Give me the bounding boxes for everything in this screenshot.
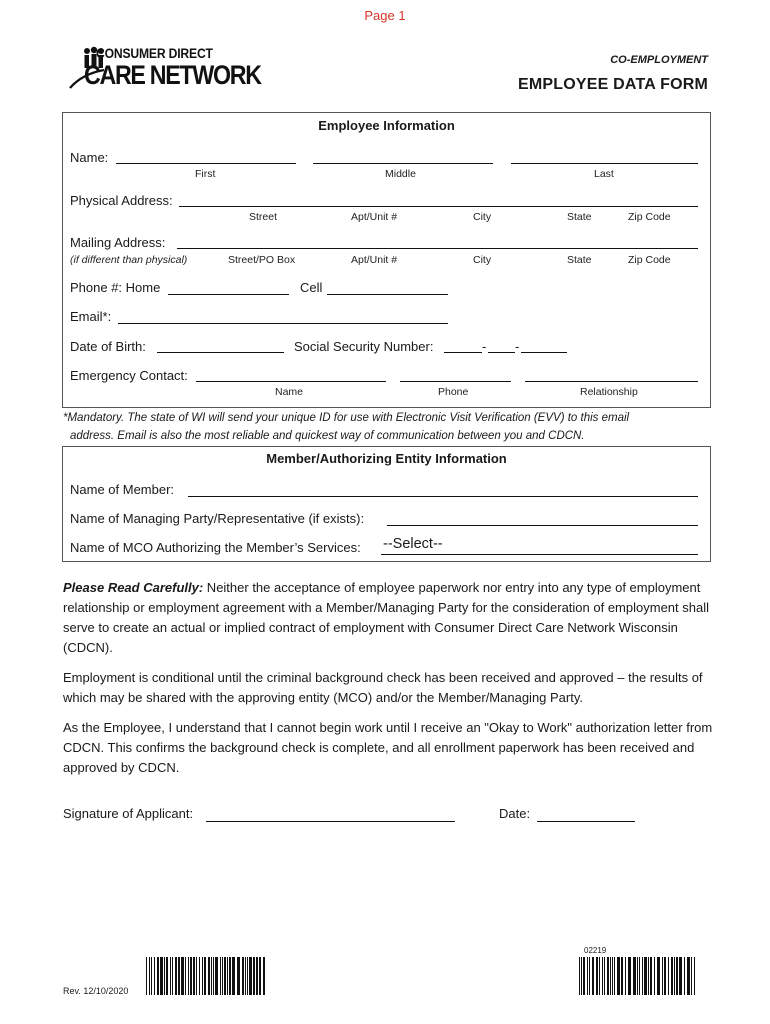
physical-address-label: Physical Address: bbox=[70, 193, 173, 208]
form-title: EMPLOYEE DATA FORM bbox=[518, 76, 708, 93]
barcode-bar bbox=[202, 957, 203, 995]
emergency-contact-label: Emergency Contact: bbox=[70, 368, 188, 383]
barcode-bar bbox=[694, 957, 695, 995]
barcode-bar bbox=[224, 957, 226, 995]
barcode-bar bbox=[607, 957, 609, 995]
date-label: Date: bbox=[499, 806, 531, 821]
mailing-sub-city: City bbox=[473, 254, 492, 266]
address-sub-zip: Zip Code bbox=[628, 211, 671, 223]
barcode-bar bbox=[614, 957, 615, 995]
barcode-bar bbox=[232, 957, 235, 995]
barcode-bar bbox=[668, 957, 669, 995]
barcode-bar bbox=[679, 957, 682, 995]
barcode-bar bbox=[245, 957, 246, 995]
barcode-bar bbox=[657, 957, 660, 995]
barcode-bar bbox=[612, 957, 613, 995]
barcode-bar bbox=[222, 957, 223, 995]
barcode-bar bbox=[211, 957, 212, 995]
barcode-bar bbox=[625, 957, 626, 995]
mandatory-note bbox=[63, 409, 713, 445]
physical-address-field[interactable] bbox=[179, 206, 698, 207]
form-number: 02219 bbox=[584, 946, 607, 955]
barcode-bar bbox=[196, 957, 197, 995]
managing-party-field[interactable] bbox=[387, 525, 698, 526]
email-label: Email*: bbox=[70, 309, 112, 324]
barcode-bar bbox=[215, 957, 218, 995]
barcode-bar bbox=[154, 957, 155, 995]
emergency-relationship-field[interactable] bbox=[525, 381, 698, 382]
barcode-bar bbox=[664, 957, 666, 995]
name-sub-first: First bbox=[195, 168, 216, 180]
member-name-field[interactable] bbox=[188, 496, 698, 497]
emergency-phone-field[interactable] bbox=[400, 381, 511, 382]
mailing-note: (if different than physical) bbox=[70, 254, 188, 266]
barcode-bar bbox=[178, 957, 180, 995]
mailing-sub-zip: Zip Code bbox=[628, 254, 671, 266]
barcode-bar bbox=[193, 957, 195, 995]
barcode-bar bbox=[610, 957, 611, 995]
barcode-bar bbox=[249, 957, 252, 995]
mailing-address-label: Mailing Address: bbox=[70, 235, 166, 250]
cell-label: Cell bbox=[300, 280, 323, 295]
barcode-bar bbox=[170, 957, 171, 995]
emergency-name-field[interactable] bbox=[196, 381, 386, 382]
barcode-bar bbox=[687, 957, 690, 995]
barcode-bar bbox=[691, 957, 692, 995]
co-employment-label: CO-EMPLOYMENT bbox=[610, 54, 708, 66]
barcode-bar bbox=[259, 957, 261, 995]
barcode-bar bbox=[642, 957, 643, 995]
phone-home-label: Phone #: Home bbox=[70, 280, 161, 295]
logo-line-2: CARE NETWORK bbox=[84, 60, 261, 90]
read-carefully-paragraph bbox=[63, 578, 713, 658]
dob-label: Date of Birth: bbox=[70, 339, 146, 354]
phone-home-field[interactable] bbox=[168, 294, 289, 295]
name-sub-middle: Middle bbox=[385, 168, 416, 180]
barcode-bar bbox=[684, 957, 685, 995]
barcode-bar bbox=[617, 957, 620, 995]
middle-name-field[interactable] bbox=[313, 163, 493, 164]
emergency-sub-relationship: Relationship bbox=[580, 386, 638, 398]
barcode-bar bbox=[639, 957, 640, 995]
page-label: Page 1 bbox=[364, 8, 406, 23]
barcode-bar bbox=[589, 957, 590, 995]
ssn-separator-1: - bbox=[482, 339, 487, 354]
barcode-right bbox=[579, 957, 699, 995]
barcode-bar bbox=[621, 957, 623, 995]
mandatory-note-line-2: address. Email is also the most reliable and quickest way of communication between you and CDCN. bbox=[70, 430, 585, 442]
mailing-sub-state: State bbox=[567, 254, 592, 266]
barcode-bar bbox=[242, 957, 244, 995]
barcode-bar bbox=[662, 957, 663, 995]
barcode-bar bbox=[175, 957, 177, 995]
barcode-bar bbox=[213, 957, 214, 995]
signature-field[interactable] bbox=[206, 821, 455, 822]
barcode-bar bbox=[628, 957, 631, 995]
name-sub-last: Last bbox=[594, 168, 614, 180]
barcode-bar bbox=[596, 957, 598, 995]
read-carefully-lead: Please Read Carefully: bbox=[63, 580, 204, 595]
managing-party-label: Name of Managing Party/Representative (if exists): bbox=[70, 511, 365, 526]
address-sub-street: Street bbox=[249, 211, 278, 223]
barcode-bar bbox=[172, 957, 173, 995]
barcode-bar bbox=[149, 957, 150, 995]
member-info-title: Member/Authorizing Entity Information bbox=[266, 451, 507, 466]
barcode-bar bbox=[199, 957, 200, 995]
ssn-part-1[interactable] bbox=[444, 352, 482, 353]
barcode-bar bbox=[654, 957, 655, 995]
barcode-bar bbox=[676, 957, 678, 995]
barcode-bar bbox=[220, 957, 221, 995]
mailing-sub-street: Street/PO Box bbox=[228, 254, 296, 266]
address-sub-apt: Apt/Unit # bbox=[351, 211, 398, 223]
barcode-bar bbox=[581, 957, 582, 995]
logo-line-1: CONSUMER DIRECT bbox=[96, 46, 213, 61]
barcode-bar bbox=[256, 957, 258, 995]
barcode-bar bbox=[227, 957, 228, 995]
signature-label: Signature of Applicant: bbox=[63, 806, 194, 821]
ssn-part-3[interactable] bbox=[521, 352, 567, 353]
barcode-bar bbox=[592, 957, 594, 995]
barcode-bar bbox=[151, 957, 152, 995]
cell-field[interactable] bbox=[327, 294, 448, 295]
date-field[interactable] bbox=[537, 821, 635, 822]
barcode-bar bbox=[204, 957, 206, 995]
barcode-bar bbox=[166, 957, 168, 995]
emergency-sub-name: Name bbox=[275, 386, 304, 398]
barcode-bar bbox=[602, 957, 603, 995]
barcode-bar bbox=[181, 957, 184, 995]
ssn-part-2[interactable] bbox=[488, 352, 515, 353]
barcode-bar bbox=[674, 957, 675, 995]
barcode-bar bbox=[190, 957, 192, 995]
okay-to-work-paragraph: As the Employee, I understand that I cannot begin work until I receive an "Okay to Work" authorization letter from CDCN. This confirms the background check is complete, and all enrollment paperwork has been received and approved by CDCN. bbox=[63, 720, 713, 775]
barcode-bar bbox=[229, 957, 231, 995]
barcode-bar bbox=[644, 957, 647, 995]
mco-select[interactable] bbox=[381, 535, 698, 555]
name-label: Name: bbox=[70, 150, 109, 165]
member-name-label: Name of Member: bbox=[70, 482, 175, 497]
last-name-field[interactable] bbox=[511, 163, 698, 164]
first-name-field[interactable] bbox=[116, 163, 296, 164]
barcode-bar bbox=[650, 957, 652, 995]
ssn-label: Social Security Number: bbox=[294, 339, 434, 354]
barcode-bar bbox=[633, 957, 636, 995]
mco-select-value: --Select-- bbox=[383, 536, 443, 552]
barcode-bar bbox=[188, 957, 189, 995]
barcode-bar bbox=[604, 957, 605, 995]
company-logo bbox=[66, 44, 261, 106]
barcode-bar bbox=[160, 957, 163, 995]
barcode-bar bbox=[208, 957, 210, 995]
barcode-bar bbox=[247, 957, 248, 995]
barcode-bar bbox=[185, 957, 186, 995]
revision-label: Rev. 12/10/2020 bbox=[63, 986, 129, 996]
barcode-bar bbox=[579, 957, 580, 995]
read-carefully-body: Neither the acceptance of employee paperwork nor entry into any type of employment relationship or employment agreement with a Member/Managing Party for the consideration of employment shall serve to create an actual or implied contract of employment with Consumer Direct Care Network Wisconsin (CDCN). bbox=[63, 580, 709, 655]
barcode-bar bbox=[146, 957, 147, 995]
ssn-separator-2: - bbox=[515, 339, 520, 354]
barcode-bar bbox=[253, 957, 255, 995]
address-sub-state: State bbox=[567, 211, 592, 223]
barcode-bar bbox=[671, 957, 673, 995]
email-field[interactable] bbox=[118, 323, 448, 324]
employee-info-title: Employee Information bbox=[318, 118, 455, 133]
mco-label: Name of MCO Authorizing the Member’s Services: bbox=[70, 540, 361, 555]
mailing-sub-apt: Apt/Unit # bbox=[351, 254, 398, 266]
barcode-bar bbox=[637, 957, 638, 995]
emergency-sub-phone: Phone bbox=[438, 386, 469, 398]
barcode-left bbox=[146, 957, 266, 995]
barcode-bar bbox=[648, 957, 649, 995]
barcode-bar bbox=[263, 957, 265, 995]
barcode-bar bbox=[587, 957, 588, 995]
barcode-bar bbox=[164, 957, 165, 995]
mandatory-note-line-1: *Mandatory. The state of WI will send your unique ID for use with Electronic Visit Verification (EVV) to this email bbox=[63, 412, 630, 424]
address-sub-city: City bbox=[473, 211, 492, 223]
barcode-bar bbox=[237, 957, 240, 995]
mailing-address-field[interactable] bbox=[177, 248, 698, 249]
barcode-bar bbox=[599, 957, 600, 995]
barcode-bar bbox=[583, 957, 585, 995]
employment-conditional-paragraph: Employment is conditional until the criminal background check has been received and approved – the results of which may be shared with the approving entity (MCO) and/or the Member/Managing Party. bbox=[63, 670, 703, 705]
dob-field[interactable] bbox=[157, 352, 284, 353]
barcode-bar bbox=[157, 957, 159, 995]
